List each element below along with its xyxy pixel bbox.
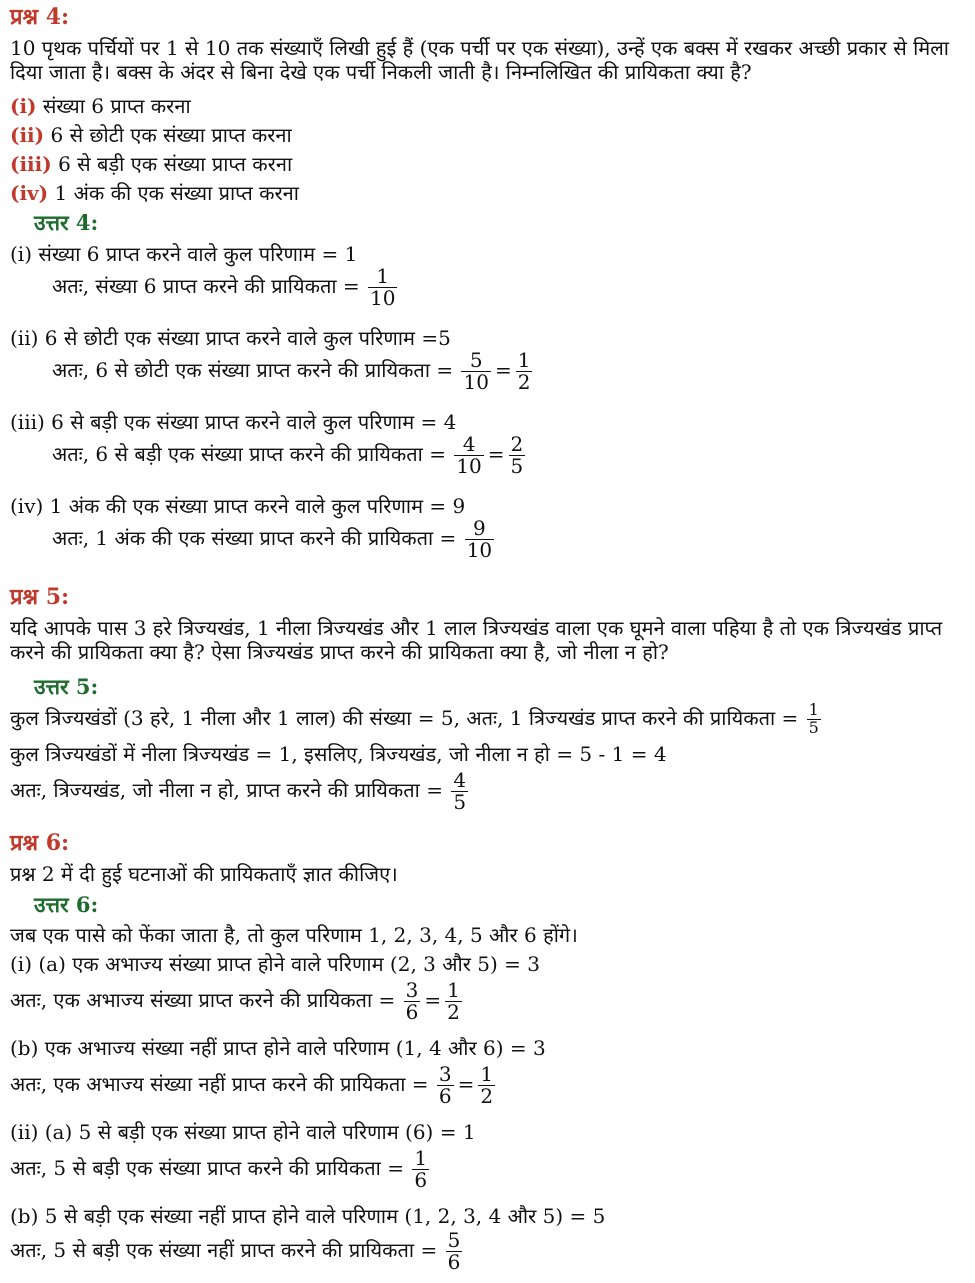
numerator: 3 bbox=[438, 1062, 452, 1086]
answer-4-heading: उत्तर 4: bbox=[34, 210, 99, 235]
fraction bbox=[509, 434, 526, 477]
part-text: 6 से बड़ी एक संख्या प्राप्त करना bbox=[58, 152, 293, 176]
fraction bbox=[412, 1148, 429, 1191]
part-text: 1 अंक की एक संख्या प्राप्त करना bbox=[54, 181, 299, 205]
fraction bbox=[368, 266, 397, 309]
equals-sign: = bbox=[487, 442, 505, 466]
numerator: 5 bbox=[469, 348, 483, 372]
answer-text: अतः, त्रिज्यखंड, जो नीला न हो, प्राप्त करने की प्रायिकता = bbox=[10, 778, 443, 802]
answer-6-line-2 bbox=[10, 980, 464, 1023]
answer-6-line-6 bbox=[10, 1148, 431, 1191]
fraction bbox=[404, 980, 421, 1023]
numerator: 3 bbox=[405, 978, 419, 1002]
answer-6-line-1: (i) (a) एक अभाज्य संख्या प्राप्त होने वाले परिणाम (2, 3 और 5) = 3 bbox=[10, 952, 540, 976]
answer-6-intro: जब एक पासे को फेंका जाता है, तो कुल परिणाम 1, 2, 3, 4, 5 और 6 होंगे। bbox=[10, 923, 578, 947]
fraction bbox=[516, 350, 533, 393]
fraction bbox=[446, 1230, 463, 1273]
equals-sign: = bbox=[457, 1072, 475, 1096]
item-label: (iii) bbox=[10, 410, 45, 434]
equals-sign: = bbox=[494, 358, 512, 382]
answer-6-heading: उत्तर 6: bbox=[34, 892, 99, 917]
denominator: 2 bbox=[480, 1084, 494, 1108]
numerator: 1 bbox=[447, 978, 460, 1002]
numerator: 1 bbox=[480, 1062, 494, 1086]
numerator: 4 bbox=[453, 768, 467, 792]
answer-4-iv-probability bbox=[52, 518, 496, 561]
answer-4-i-outcome bbox=[10, 242, 357, 266]
fraction bbox=[437, 1064, 454, 1107]
question-4-part-iv bbox=[10, 181, 299, 205]
outcome-text: 6 से बड़ी एक संख्या प्राप्त करने वाले कुल परिणाम = 4 bbox=[51, 410, 457, 434]
answer-4-i-probability bbox=[52, 266, 399, 309]
numerator: 1 bbox=[376, 264, 390, 288]
fraction bbox=[445, 980, 462, 1023]
part-label: (ii) bbox=[10, 123, 45, 147]
fraction bbox=[451, 770, 468, 813]
question-6-text: प्रश्न 2 में दी हुई घटनाओं की प्रायिकताएँ ज्ञात कीजिए। bbox=[10, 862, 398, 886]
outcome-text: 6 से छोटी एक संख्या प्राप्त करने वाले कुल परिणाम =5 bbox=[44, 326, 451, 350]
numerator: 1 bbox=[517, 348, 531, 372]
denominator: 5 bbox=[510, 454, 524, 478]
answer-6-line-7: (b) 5 से बड़ी एक संख्या नहीं प्राप्त होने वाले परिणाम (1, 2, 3, 4 और 5) = 5 bbox=[10, 1204, 606, 1228]
numerator: 9 bbox=[473, 516, 486, 540]
denominator: 6 bbox=[438, 1084, 452, 1108]
answer-6-line-5: (ii) (a) 5 से बड़ी एक संख्या प्राप्त होने वाले परिणाम (6) = 1 bbox=[10, 1120, 476, 1144]
numerator: 1 bbox=[808, 700, 819, 719]
answer-5-line-2: कुल त्रिज्यखंडों में नीला त्रिज्यखंड = 1, इसलिए, त्रिज्यखंड, जो नीला न हो = 5 - 1 = 4 bbox=[10, 742, 667, 766]
answer-6-line-3: (b) एक अभाज्य संख्या नहीं प्राप्त होने वाले परिणाम (1, 4 और 6) = 3 bbox=[10, 1036, 546, 1060]
answer-4-iii-probability bbox=[52, 434, 527, 477]
item-label: (i) bbox=[10, 242, 33, 266]
fraction bbox=[454, 434, 483, 477]
denominator: 6 bbox=[405, 1000, 419, 1024]
equals-sign: = bbox=[424, 988, 442, 1012]
answer-5-line-3 bbox=[10, 770, 470, 813]
item-label: (ii) bbox=[10, 326, 39, 350]
part-label: (iii) bbox=[10, 152, 52, 176]
answer-5-line-1 bbox=[10, 702, 823, 737]
numerator: 1 bbox=[414, 1146, 428, 1170]
question-5-text: यदि आपके पास 3 हरे त्रिज्यखंड, 1 नीला त्रिज्यखंड और 1 लाल त्रिज्यखंड वाला एक घूमने वाला पहिया है तो एक त्रिज्यखंड प्राप्त करने की प्रायिकता क्या है? ऐसा त्रिज्यखंड प्राप्त करने की प्रायिकता क्या है, जो नीला न हो? bbox=[10, 616, 943, 664]
denominator: 2 bbox=[447, 1000, 460, 1024]
denominator: 5 bbox=[808, 717, 819, 737]
fraction bbox=[461, 350, 490, 393]
denominator: 5 bbox=[453, 790, 467, 814]
part-text: संख्या 6 प्राप्त करना bbox=[42, 94, 191, 118]
answer-4-ii-probability bbox=[52, 350, 534, 393]
question-4-text: 10 पृथक पर्चियों पर 1 से 10 तक संख्याएँ लिखी हुई हैं (एक पर्ची पर एक संख्या), उन्हें एक बक्स में रखकर अच्छी प्रकार से मिला दिया जाता है। बक्स के अंदर से बिना देखे एक पर्ची निकली जाती है। निम्नलिखित की प्रायिकता क्या है? bbox=[10, 36, 949, 84]
denominator: 10 bbox=[370, 286, 396, 310]
part-label: (iv) bbox=[10, 181, 49, 205]
probability-text: अतः, 1 अंक की एक संख्या प्राप्त करने की प्रायिकता = bbox=[52, 526, 457, 550]
part-label: (i) bbox=[10, 94, 37, 118]
part-text: 6 से छोटी एक संख्या प्राप्त करना bbox=[50, 123, 292, 147]
answer-text: अतः, एक अभाज्य संख्या नहीं प्राप्त करने की प्रायिकता = bbox=[10, 1072, 429, 1096]
answer-6-line-8 bbox=[10, 1230, 464, 1273]
denominator: 6 bbox=[414, 1168, 428, 1192]
probability-text: अतः, संख्या 6 प्राप्त करने की प्रायिकता = bbox=[52, 274, 360, 298]
denominator: 10 bbox=[456, 454, 482, 478]
answer-5-heading: उत्तर 5: bbox=[34, 674, 99, 699]
denominator: 2 bbox=[517, 370, 531, 394]
fraction bbox=[478, 1064, 495, 1107]
question-4-heading: प्रश्न 4: bbox=[10, 4, 70, 30]
answer-text: कुल त्रिज्यखंडों (3 हरे, 1 नीला और 1 लाल) की संख्या = 5, अतः, 1 त्रिज्यखंड प्राप्त करने की प्रायिकता = bbox=[10, 705, 799, 730]
fraction bbox=[465, 518, 494, 561]
answer-4-ii-outcome bbox=[10, 326, 451, 350]
question-4-part-i bbox=[10, 94, 191, 118]
numerator: 5 bbox=[447, 1228, 461, 1252]
answer-text: अतः, एक अभाज्य संख्या प्राप्त करने की प्रायिकता = bbox=[10, 988, 396, 1012]
denominator: 10 bbox=[463, 370, 489, 394]
answer-4-iii-outcome bbox=[10, 410, 456, 434]
numerator: 2 bbox=[510, 432, 524, 456]
answer-4-iv-outcome bbox=[10, 494, 465, 518]
outcome-text: संख्या 6 प्राप्त करने वाले कुल परिणाम = 1 bbox=[38, 242, 358, 266]
denominator: 10 bbox=[466, 538, 493, 562]
outcome-text: 1 अंक की एक संख्या प्राप्त करने वाले कुल परिणाम = 9 bbox=[49, 494, 466, 518]
question-6-heading: प्रश्न 6: bbox=[10, 830, 70, 856]
answer-6-line-4 bbox=[10, 1064, 497, 1107]
answer-text: अतः, 5 से बड़ी एक संख्या नहीं प्राप्त करने की प्रायिकता = bbox=[10, 1238, 438, 1262]
question-4-part-iii bbox=[10, 152, 292, 176]
question-4-part-ii bbox=[10, 123, 292, 147]
probability-text: अतः, 6 से छोटी एक संख्या प्राप्त करने की प्रायिकता = bbox=[52, 358, 454, 382]
numerator: 4 bbox=[462, 432, 476, 456]
answer-text: अतः, 5 से बड़ी एक संख्या प्राप्त करने की प्रायिकता = bbox=[10, 1156, 404, 1180]
fraction bbox=[807, 702, 821, 737]
probability-text: अतः, 6 से बड़ी एक संख्या प्राप्त करने की प्रायिकता = bbox=[52, 442, 446, 466]
item-label: (iv) bbox=[10, 494, 44, 518]
question-5-heading: प्रश्न 5: bbox=[10, 584, 70, 610]
denominator: 6 bbox=[447, 1250, 461, 1274]
